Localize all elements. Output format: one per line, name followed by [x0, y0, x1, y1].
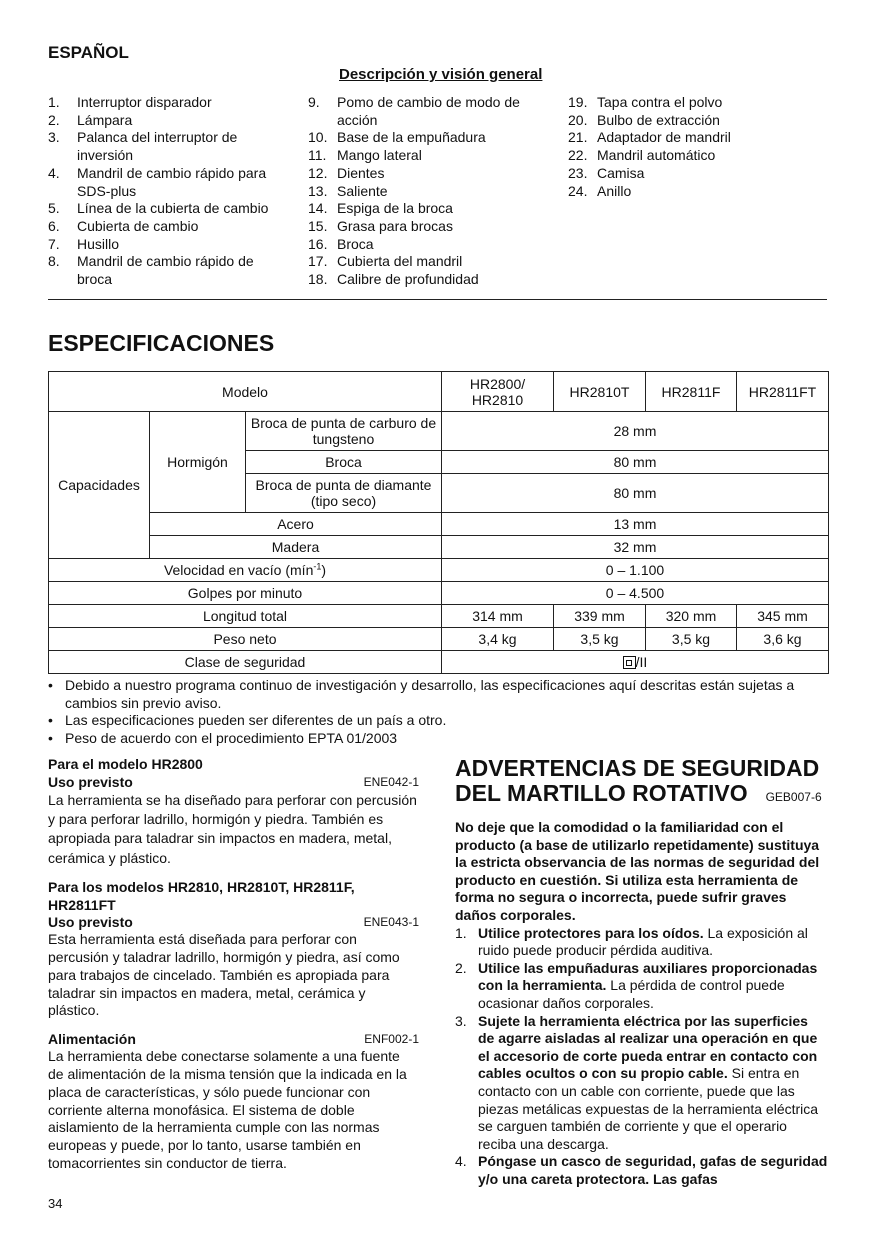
list-item: 4. Póngase un casco de seguridad, gafas de seguridad y/o una careta protectora. Las gafas [455, 1153, 828, 1187]
list-item: • Debido a nuestro programa continuo de investigación y desarrollo, las especificaciones aquí descritas están sujetas a cambios sin previo aviso. [48, 677, 795, 711]
list-item: 10. Base de la empuñadura [308, 129, 486, 146]
paragraph: La herramienta debe conectarse solamente a una fuente de alimentación de la misma tensión que la indicada en la placa de características, y sólo puede funcionar con corriente alterna monofásica. El sistema de doble aislamiento de la herramienta cumple con las normas europeas y puede, por lo tanto, usarse también en tomacorrientes sin conductor de tierra. [48, 1048, 407, 1171]
paragraph: Esta herramienta está diseñada para perforar con percusión y taladrar ladrillo, hormigón y piedra, así como para trabajos de cincelado. También es apropiada para taladrar sin impactos en madera, metal, cerámica y plástico. [48, 931, 400, 1019]
specifications-table [48, 371, 829, 674]
bit-label: Broca [246, 451, 442, 474]
wood-label: Madera [150, 536, 442, 559]
list-item: 20. Bulbo de extracción [568, 111, 720, 128]
no-load-speed-label: Velocidad en vacío (mín$^{-1}$) [49, 559, 442, 582]
list-item: 11. Mango lateral [308, 147, 422, 164]
list-item: 13. Saliente [308, 182, 388, 199]
carbide-bit-label: Broca de punta de carburo de tungsteno [246, 412, 442, 451]
list-item: 15. Grasa para brocas [308, 217, 453, 234]
section-code: GEB007-6 [765, 790, 822, 804]
length-value: 314 mm [442, 605, 554, 628]
wood-value: 32 mm [442, 536, 829, 559]
weight-value: 3,4 kg [442, 628, 554, 651]
section-code: ENE042-1 [363, 774, 419, 789]
table-row [49, 605, 829, 628]
list-item: 16. Broca [308, 235, 374, 252]
table-row [49, 651, 829, 674]
list-item: 3. Palanca del interruptor de inversión [48, 129, 238, 164]
weight-value: 3,5 kg [554, 628, 646, 651]
model-name: HR2800/ HR2810 [442, 372, 554, 412]
overall-length-label: Longitud total [49, 605, 442, 628]
list-item: 12. Dientes [308, 164, 385, 181]
language-heading: ESPAÑOL [48, 43, 129, 62]
page-number: 34 [48, 1196, 63, 1211]
table-row [49, 412, 829, 451]
left-column [48, 756, 419, 1173]
description-title: Descripción y visión general [339, 66, 543, 83]
model-name: HR2810T [554, 372, 646, 412]
specification-notes [48, 677, 828, 747]
list-item: 6. Cubierta de cambio [48, 217, 199, 234]
list-item: 4. Mandril de cambio rápido para SDS-plus [48, 164, 267, 199]
list-item: 5. Línea de la cubierta de cambio [48, 200, 269, 217]
parts-list-col2 [308, 94, 538, 289]
specifications-title: ESPECIFICACIONES [48, 330, 275, 356]
section-model-heading: Para los modelos HR2810, HR2810T, HR2811F, HR2811FT [48, 879, 355, 913]
list-item: 9. Pomo de cambio de modo de acción [308, 94, 520, 128]
list-item: 23. Camisa [568, 164, 645, 181]
list-item: • Peso de acuerdo con el procedimiento EPTA 01/2003 [48, 729, 398, 746]
carbide-bit-value: 28 mm [442, 412, 829, 451]
blows-per-minute-value: 0 – 4.500 [442, 582, 829, 605]
model-label: Modelo [49, 372, 442, 412]
list-item: 2. Utilice las empuñaduras auxiliares proporcionadas con la herramienta. La pérdida de control puede ocasionar daños corporales. [455, 959, 818, 1011]
concrete-label: Hormigón [150, 412, 246, 513]
double-insulation-icon [623, 656, 636, 669]
parts-list-col3 [568, 94, 828, 200]
model-name: HR2811FT [737, 372, 829, 412]
list-item: 7. Husillo [48, 235, 120, 252]
safety-class-label: Clase de seguridad [49, 651, 442, 674]
paragraph: La herramienta se ha diseñado para perforar con percusión y para perforar ladrillo, hormigón y piedra. También es apropiada para taladrar sin impactos en madera, metal, cerámica y plástico. [48, 791, 417, 866]
section-heading: Uso previsto ENE043-1 [48, 914, 419, 931]
list-item: 2. Lámpara [48, 111, 133, 128]
diamond-bit-label: Broca de punta de diamante (tipo seco) [246, 474, 442, 513]
list-item: 19. Tapa contra el polvo [568, 94, 723, 110]
capacities-label: Capacidades [49, 412, 150, 559]
table-row [49, 536, 829, 559]
table-row [49, 513, 829, 536]
length-value: 339 mm [554, 605, 646, 628]
section-model-heading: Para el modelo HR2800 [48, 756, 203, 772]
length-value: 320 mm [646, 605, 737, 628]
no-load-speed-value: 0 – 1.100 [442, 559, 829, 582]
weight-value: 3,5 kg [646, 628, 737, 651]
bit-value: 80 mm [442, 451, 829, 474]
right-column [455, 756, 828, 1188]
table-row [49, 372, 829, 412]
safety-class-value: /II [442, 651, 829, 674]
list-item: 24. Anillo [568, 182, 632, 199]
safety-warnings-title: ADVERTENCIAS DE SEGURIDAD DEL MARTILLO ROTATIVO GEB007-6 [455, 755, 822, 806]
blows-per-minute-label: Golpes por minuto [49, 582, 442, 605]
weight-value: 3,6 kg [737, 628, 829, 651]
list-item: 14. Espiga de la broca [308, 200, 453, 217]
steel-value: 13 mm [442, 513, 829, 536]
diamond-bit-value: 80 mm [442, 474, 829, 513]
list-item: 18. Calibre de profundidad [308, 271, 479, 288]
list-item: 1. Interruptor disparador [48, 94, 212, 110]
table-row [49, 559, 829, 582]
steel-label: Acero [150, 513, 442, 536]
intro-paragraph: No deje que la comodidad o la familiaridad con el producto (a base de utilizarlo repetidamente) sustituya la estricta observancia de las normas de seguridad del producto en cuestión. Si utiliza esta herramienta de forma no segura o incorrecta, puede sufrir graves daños corporales. [455, 819, 820, 923]
section-code: ENE043-1 [363, 915, 419, 930]
list-item: 3. Sujete la herramienta eléctrica por las superficies de agarre aisladas al realizar una operación en que el accesorio de corte pueda entrar en contacto con cables ocultos o con su propio cable. Si entra en contacto con un cable con corriente, puede que las piezas metálicas expuestas de la herramienta eléctrica se carguen también de corriente y que el operario reciba una descarga. [455, 1012, 819, 1152]
list-item: 21. Adaptador de mandril [568, 129, 731, 146]
section-heading: Uso previsto ENE042-1 [48, 773, 419, 790]
table-row [49, 628, 829, 651]
length-value: 345 mm [737, 605, 829, 628]
section-heading: Alimentación ENF002-1 [48, 1031, 419, 1048]
model-name: HR2811F [646, 372, 737, 412]
parts-list-col1 [48, 94, 283, 289]
table-row [49, 582, 829, 605]
list-item: • Las especificaciones pueden ser diferentes de un país a otro. [48, 712, 447, 728]
section-code: ENF002-1 [364, 1032, 419, 1047]
list-item: 1. Utilice protectores para los oídos. La exposición al ruido puede producir pérdida auditiva. [455, 924, 808, 959]
list-item: 22. Mandril automático [568, 147, 716, 164]
section-divider [48, 299, 827, 300]
list-item: 17. Cubierta del mandril [308, 253, 463, 270]
net-weight-label: Peso neto [49, 628, 442, 651]
list-item: 8. Mandril de cambio rápido de broca [48, 253, 254, 288]
